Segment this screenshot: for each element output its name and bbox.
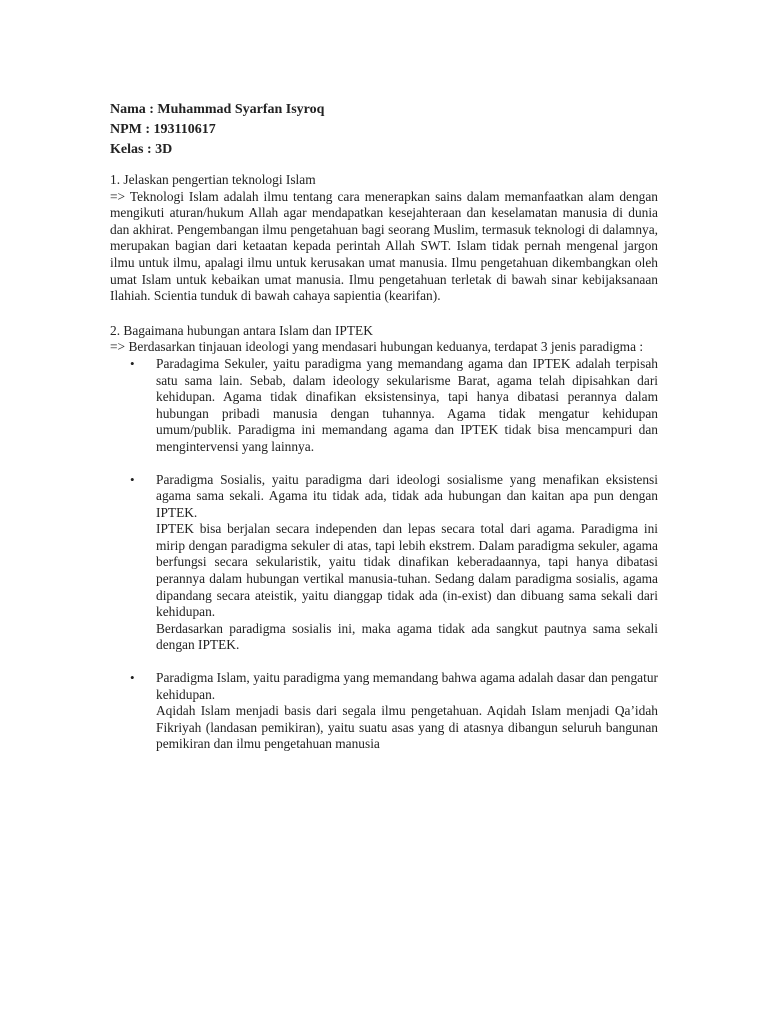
bullet-icon: • [130,471,135,487]
answer-1: => Teknologi Islam adalah ilmu tentang cara menerapkan sains dalam memanfaatkan alam dengan mengikuti aturan/hukum Allah agar mendapatkan kesejahteraan dan keselamatan manusia di dunia dan akhirat. Pengembangan ilmu pengetahuan bagi seorang Muslim, termasuk teknologi di dalamnya, merupakan bagian dari ketaatan kepada perintah Allah SWT. Islam tidak pernah mengenal jargon ilmu untuk ilmu, apalagi ilmu untuk kerusakan umat manusia. Ilmu pengetahuan dikembangkan oleh umat Islam untuk kebaikan umat manusia. Ilmu pengetahuan terletak di bawah sinar kebijaksanaan Ilahiah. Scientia tunduk di bawah cahaya sapientia (kearifan). [110,188,658,304]
list-item-paragraph: Aqidah Islam menjadi basis dari segala ilmu pengetahuan. Aqidah Islam menjadi Qa’idah Fikriyah (landasan pemikiran), yaitu suatu asas yang di atasnya dibangun seluruh bangunan pemikiran dan ilmu pengetahuan manusia [156,703,658,752]
answer-2-intro: => Berdasarkan tinjauan ideologi yang mendasari hubungan keduanya, terdapat 3 jenis paradigma : [110,339,644,355]
list-item-secular-paradigm [110,356,658,456]
list-item-paragraph: Paradigma Islam, yaitu paradigma yang memandang bahwa agama adalah dasar dan pengatur kehidupan. [156,670,658,702]
paradigm-list [110,356,658,753]
list-item-islamic-paradigm [110,670,658,753]
list-item-socialist-paradigm [110,472,658,655]
student-name-line: Nama : Muhammad Syarfan Isyroq [110,102,325,117]
document-page [110,100,658,769]
list-item-paragraph: IPTEK bisa berjalan secara independen dan lepas secara total dari agama. Paradigma ini mirip dengan paradigma sekuler di atas, tapi lebih ekstrem. Dalam paradigma sekuler, agama berfungsi secara sekularistik, yaitu tidak dinafikan keberadaannya, tapi hanya dibatasi perannya dalam hubungan vertikal manusia-tuhan. Sedang dalam paradigma sosialis, agama dipandang secara ateistik, yaitu dianggap tidak ada (in-exist) dan dibuang sama sekali dari kehidupan. [156,521,658,620]
question-1: 1. Jelaskan pengertian teknologi Islam [110,172,316,187]
bullet-icon: • [130,670,135,686]
list-item-paragraph: Berdasarkan paradigma sosialis ini, maka agama tidak ada sangkut pautnya sama sekali dengan IPTEK. [156,620,658,653]
list-item-paragraph: Paradigma Sosialis, yaitu paradigma dari ideologi sosialisme yang menafikan eksistensi agama sama sekali. Agama itu tidak ada, tidak ada hubungan dan kaitan apa pun dengan IPTEK. [156,471,658,520]
list-item-paragraph: Paradagima Sekuler, yaitu paradigma yang memandang agama dan IPTEK adalah terpisah satu sama lain. Sebab, dalam ideology sekularisme Barat, agama telah dipisahkan dari kehidupan. Agama tidak dinafikan eksistensinya, tapi hanya dibatasi perannya dalam hubungan pribadi manusia dengan tuhannya. Agama tidak mengatur kehidupan umum/publik. Paradigma ini memandang agama dan IPTEK tidak bisa mencampuri dan mengintervensi yang lainnya. [156,355,658,454]
student-npm-line: NPM : 193110617 [110,122,216,137]
student-class-line: Kelas : 3D [110,142,173,157]
bullet-icon: • [130,355,135,371]
question-2: 2. Bagaimana hubungan antara Islam dan IPTEK [110,322,373,338]
